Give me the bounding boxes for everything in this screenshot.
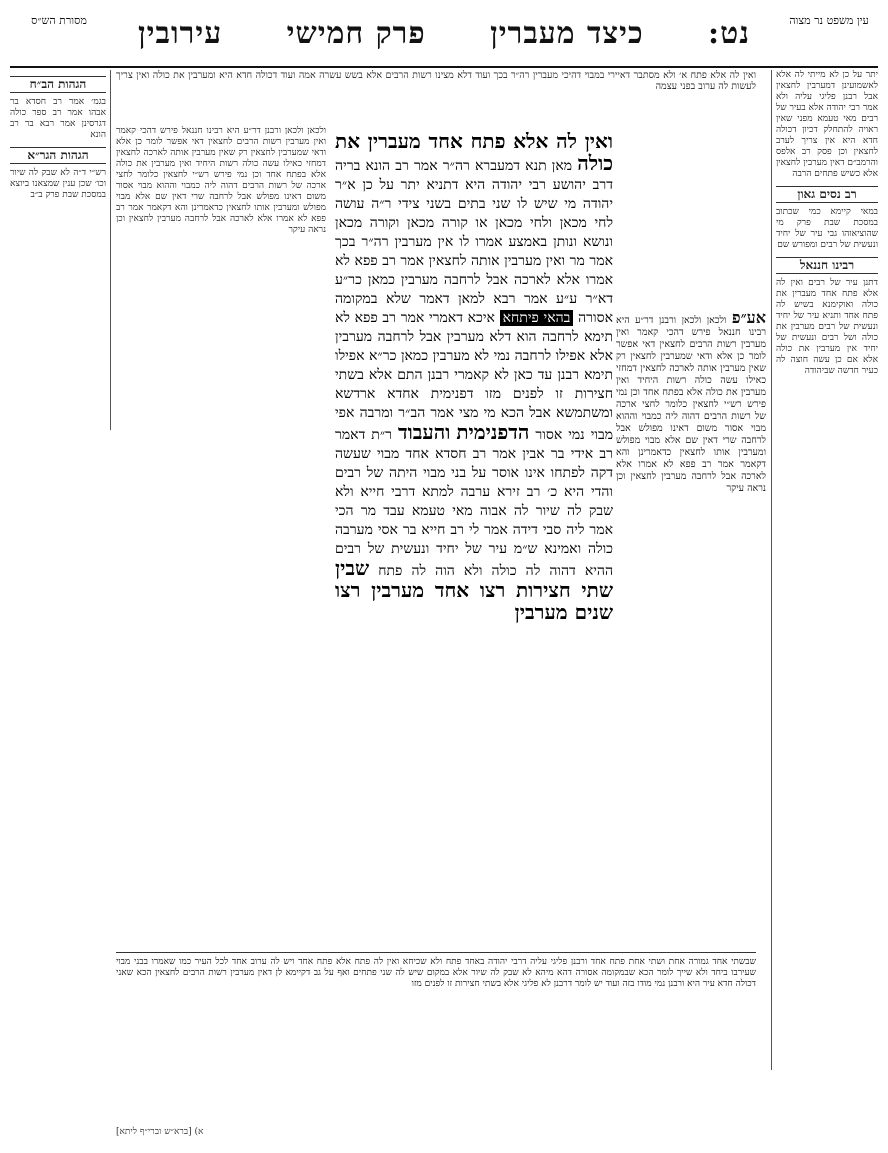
gemara-body-2: איכא דאמרי אמר רב פפא לא תימא לרחבה הוא דלא מערבין אבל לרחבה מערבין אלא אפילו לרחבה נמי לא מערבין כמאן כר״א אפילו תימא רבנן עד כאן לא קאמרי רבנן התם אלא בשתי חצירות זו לפנים מזו דפנימית אחדא ארדשא ומשתמשא אבל הכא מי מצי אמר הב״ר ומרבה אפי מבוי נמי אסור [335, 310, 613, 443]
gemara-opening: ואין לה אלא פתח אחד מעברין את כולה [335, 132, 613, 175]
tractate-name: עירובין [138, 15, 223, 51]
chapter-number: פרק חמישי [286, 15, 426, 51]
bottom-commentary: שבשתי אחד גמורה אחת ושתי אחת פתח אחד ורבנן פליגי עליה דרבי יהודה באחד פתח ולא שכיחא ואין לה פתח אלא פתח אחד ויש לה ערוב אחד לכל העיר כמו שאמרו בבני מבוי שעירבו ביחד ולא שייך לומר הכא שבמקומה אסורה דהא מיהא לא שבק לה שיור אלא במקום שיש לה שני פתחים ואף על גב דקיימא לן דאין מערבין רשות הרבים לחצאין הכא שאני דכולה חדא עיר היא ורבנן נמי מודו בזה ועוד יש לומר דרבנן לא פליגי אלא בשתי חצירות זו לפנים מזו [116, 952, 756, 1127]
rashi-text: ולכאן ולכאן ורבנן דר״ע היא רבינו חננאל פירש דהכי קאמר ואין מערבין רשות הרבים לחצאין דאי אפשר לומר כן אלא ודאי שמערבין לחצאין רק שאין מערבין אותה לארכה לחצאין דמחזי כאילו עשה כולה רשות היחיד ואין מערבין את כולה אלא בפתח אחד וכן נמי פירש רש״י לחצאין כלומר לחצי ארכה של רשות הרבים דהוה ליה כמבוי וההוא מבוי אסור משום דאינו מפולש אבל לרחבה שרי דאין שם אלא מבוי מפולש ומערבין אותו לחצאין כדאמרינן והא דקאמר אמר רב פפא לא אמרו אלא לארכה אבל לרחבה מערבין לחצאין וכן נראה עיקר [616, 315, 766, 494]
ein-mishpat-label: עין משפט נר מצוה [789, 14, 869, 27]
gemara-big-word-1: הדפנימית [456, 420, 530, 444]
tosafot-left: ולכאן ולכאן ורבנן דר״ע היא רבינו חננאל פירש דהכי קאמר ואין מערבין רשות הרבים לחצאין דאי אפשר לומר כן אלא ודאי שמערבין לחצאין רק שאין מערבין אותה לארכה לחצאין דמחזי כאילו עשה כולה רשות היחיד ואין מערבין את כולה אלא בפתח אחד וכן נמי פירש רש״י לחצאין כלומר לחצי ארכה של רשות הרבים דהוה ליה כמבוי וההוא מבוי אסור משום דאינו מפולש אבל לרחבה שרי דאין שם אלא מבוי מפולש ומערבין אותו לחצאין כדאמרינן והא דקאמר אמר רב פפא לא אמרו אלא לארכה אבל לרחבה מערבין לחצאין וכן נראה עיקר [116, 126, 326, 235]
gemara-closing: שבין שתי חצירות רצו אחד מערבין רצו שנים מערבין [335, 556, 613, 624]
right-margin-text: יתר על כן לא מייתי לה אלא לאשמועינן דמערבין לחצאין אבל רבנן פליגי עליה ולא אמר רבי יהודה אלא בעיר של רבים מאי טעמא מפני שאין ראויה להתחלק דכיון דכולה חדא היא אין צריך לערב לחצאין וכן פסק רב אלפס והרמב״ם דאין מערבין לחצאין אלא כשיש פתחים הרבה [776, 70, 878, 179]
rabbeinu-chananel-title: רבינו חננאל [776, 257, 878, 274]
gemara-body-3: ר״ת דאמר רב אידי בר אבין אמר רב חסדא אחד מבוי שעשה דקה לפתחו אינו אוסר על בני מבוי היתה של רבים והדי היא כ׳ רב זירא ערבה למתא דרבי חייא ולא שבק לה שיור לה אבוה מאי טעמא עבד מר הכי אמר ליה סבי דידה אמר לי רב חייא בר אסי מערבה כולה ואמינא ש״מ עיר של יחיד ונעשית של רבים ההיא דהוה לה כולה ולא הוה לה פתח [335, 427, 613, 579]
rabbeinu-chananel-text: דתנן עיר של רבים ואין לה אלא פתח אחד מעברין את כולה ואוקימנא בשיש לה פתח אחד ותניא עיר של יחיד ונעשית של רבים מערבין את כולה ושל רבים ונעשית של יחיד אין מערבין את כולה אלא אם כן עשה חוצה לה כעיר חדשה שביהודה [776, 278, 878, 376]
left-margin-column [10, 70, 111, 430]
page-footnote: א) [ברא״ש וברי״ף ליתא] [116, 1127, 204, 1137]
rav-nissim-gaon-text: במאי קיימא כמי שכתוב במסכת שבת פרק מי שהוציאוהו גבי עיר של יחיד ונעשית של רבים ומפורש שם [776, 207, 878, 250]
folio-number: נט: [708, 15, 750, 51]
rashi-commentary [616, 312, 766, 952]
tosafot-top: ואין לה אלא פתח א׳ ולא מסתבר דאיירי במבוי דהיכי מעברין רה״ר בכך ועוד דלא מצינו רשות הרבים אלא בשש עשרה אמה ועוד דכולה חדא היא ומערבין את כולה ואין צריך לעשות לה ערוב בפני עצמה [116, 70, 756, 92]
gemara-body-1: מאן תנא דמעברא רה״ר אמר רב הונא בריה דרב יהושע רבי יהודה היא דתניא יתר על כן א״ר יהודה מי שיש לו שני בתים בשני צידי ר״ה עושה לחי מכאן ולחי מכאן או קורה מכאן וקורה מכאן ונושא ונותן באמצע אמרו לו אין מערבין רה״ר בכך אמר מר ואין מערבין אותה לחצאין אמר רב פפא לא אמרו אלא לארכה אבל לרחבה מערבין כמאן כר״ע דא״ר ע״ע אמר רבא למאן דאמר שלא במקומה אסורה [335, 158, 613, 326]
rashi-lead-word: אע״פ [731, 312, 766, 327]
page-header [10, 8, 878, 68]
hagahot-gra-text: רש״י ד״ה לא שבק לה שיור וכו׳ שכן ענין שמצאנו ביוצא במסכת שבת פרק ב״ב [10, 168, 106, 200]
gemara-highlight: בהאי פיתחא [500, 310, 574, 326]
running-title [130, 12, 758, 54]
hagahot-bach-title: הגהות הב״ח [10, 76, 106, 93]
hagahot-gra-title: הגהות הגר״א [10, 147, 106, 164]
gemara-big-word-2: והעבוד [398, 420, 451, 444]
chapter-title: כיצד מעברין [490, 15, 644, 51]
rav-nissim-gaon-title: רב נסים גאון [776, 186, 878, 203]
right-margin-column [771, 70, 878, 1070]
gemara-main-text [335, 132, 613, 932]
hagahot-bach-text: בגמ׳ אמר רב חסדא בר אבהו אמר רב ספר כולה דגרסינן אמר רבא בר רב הונא [10, 97, 106, 140]
mesoret-hashas-label: מסורת הש״ס [31, 14, 87, 27]
